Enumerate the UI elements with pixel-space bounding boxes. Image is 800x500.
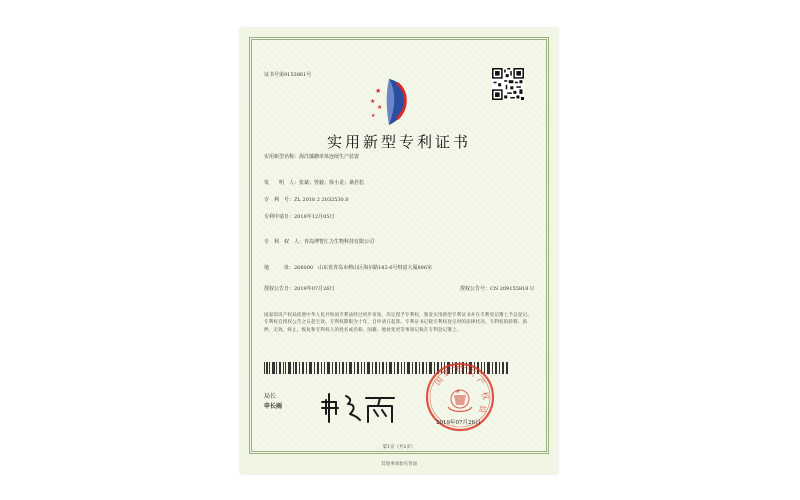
field-grant-date: 授权公告日：2019年07月26日 — [264, 286, 335, 292]
svg-text:国: 国 — [432, 375, 445, 388]
seal-date: 2019年07月26日 — [436, 420, 481, 426]
certificate-title: 实用新型专利证书 — [326, 133, 471, 151]
field-announcement-number: 授权公告号：CN 209155818 U — [460, 286, 535, 292]
svg-text:权: 权 — [479, 390, 491, 401]
director-name-label: 申长雨 — [264, 403, 283, 410]
field-inventors: 发 明 人：张斌；曾毅；徐小龙；桑若松 — [264, 180, 365, 186]
svg-text:★: ★ — [455, 388, 461, 395]
svg-text:知: 知 — [455, 365, 463, 374]
svg-text:产: 产 — [475, 375, 488, 388]
svg-text:★: ★ — [371, 113, 376, 119]
svg-text:★: ★ — [375, 87, 382, 95]
director-title-label: 局长 — [264, 393, 277, 400]
field-application-date: 专利申请日：2018年12月05日 — [264, 214, 335, 220]
handwritten-signature — [320, 386, 400, 426]
footer-note: 其他事项参见背面 — [381, 462, 417, 467]
svg-text:★: ★ — [377, 104, 383, 111]
svg-text:局: 局 — [477, 404, 488, 414]
certificate-body-text: 国家知识产权局依照中华人民共和国专利法经过初步审查，决定授予专利权，颁发实用新型专利证书并在专利登记簿上予以登记。专利权自授权公告之日起生效。专利权期限为十年，自申请日起算。专利证书记载专利权登记时的法律状况。专利权的转移、质押、无效、终止、恢复和专利权人的姓名或名称、国籍、地址变更等事项记载在专利登记簿上。 — [264, 313, 532, 333]
qr-code-icon — [492, 68, 524, 100]
patent-certificate — [240, 28, 558, 474]
certificate-number: 证书号第9153861号 — [264, 72, 312, 78]
svg-text:家: 家 — [440, 367, 453, 379]
svg-text:★: ★ — [370, 98, 376, 105]
field-patent-number: 专 利 号：ZL 2018 2 2032530.0 — [264, 197, 349, 203]
patent-office-logo-icon — [367, 73, 413, 129]
page-number: 第1页（共2页） — [382, 445, 416, 450]
svg-text:识: 识 — [465, 367, 477, 379]
field-utility-model-name: 实用新型名称：海洋藻糖单体连续生产装置 — [264, 154, 360, 160]
field-address: 地 址：266000 山东省青岛市崂山区海尔路182-6号财富大厦806室 — [264, 265, 433, 271]
field-patentee: 专 利 权 人：青岛博智汇力生物科技有限公司 — [264, 239, 375, 245]
